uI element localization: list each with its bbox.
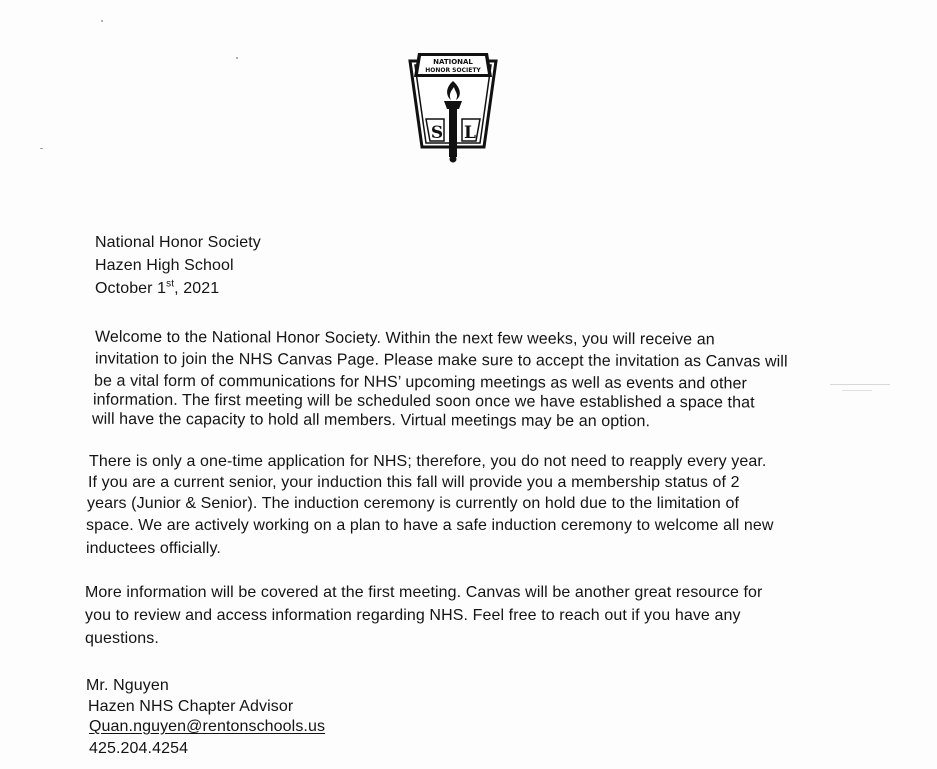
paragraph-3-line: you to review and access information regarding NHS. Feel free to reach out if you have any <box>85 607 741 624</box>
signature-name: Mr. Nguyen <box>86 677 169 694</box>
nhs-emblem-logo <box>404 47 502 165</box>
paragraph-1-line: information. The first meeting will be scheduled soon once we have established a space that <box>92 391 755 412</box>
signature-title: Hazen NHS Chapter Advisor <box>88 698 294 715</box>
scan-speck <box>830 384 890 385</box>
logo-text-honor-society: HONOR SOCIETY <box>425 67 481 74</box>
nhs-keystone-icon <box>404 47 502 165</box>
org-name: National Honor Society <box>95 234 261 251</box>
signature-email-link[interactable]: Quan.nguyen@rentonschools.us <box>89 718 326 735</box>
paragraph-1-line: invitation to join the NHS Canvas Page. Please make sure to accept the invitation as Canvas will <box>94 350 788 371</box>
paragraph-3-line: questions. <box>85 630 159 647</box>
paragraph-1-line: Welcome to the National Honor Society. Within the next few weeks, you will receive an <box>94 328 715 349</box>
scan-speck <box>842 390 872 391</box>
date-year: , 2021 <box>174 280 220 297</box>
date-ordinal: st <box>166 278 175 290</box>
scan-speck <box>40 148 43 149</box>
logo-letter-l: L <box>464 123 476 143</box>
school-name: Hazen High School <box>95 257 234 274</box>
date-main: October 1 <box>95 280 167 297</box>
paragraph-2-line: If you are a current senior, your induction this fall will provide you a membership status of 2 <box>88 474 740 491</box>
letter-date <box>95 279 219 299</box>
scan-speck <box>101 20 103 22</box>
paragraph-2-line: years (Junior & Senior). The induction ceremony is currently on hold due to the limitation of <box>87 495 739 512</box>
paragraph-2-line: inductees officially. <box>86 540 221 557</box>
scan-speck <box>236 57 238 59</box>
paragraph-2-line: space. We are actively working on a plan to have a safe induction ceremony to welcome all new <box>86 517 774 534</box>
logo-text-national: NATIONAL <box>433 58 473 66</box>
paragraph-2-line: There is only a one-time application for NHS; therefore, you do not need to reapply every year. <box>89 453 767 470</box>
signature-phone: 425.204.4254 <box>89 740 189 757</box>
paragraph-3-line: More information will be covered at the first meeting. Canvas will be another great resource for <box>85 584 763 601</box>
paragraph-1-line: will have the capacity to hold all members. Virtual meetings may be an option. <box>91 410 651 431</box>
logo-letter-s: S <box>430 123 444 143</box>
paragraph-1-line: be a vital form of communications for NHS’ upcoming meetings as well as events and other <box>93 372 747 393</box>
